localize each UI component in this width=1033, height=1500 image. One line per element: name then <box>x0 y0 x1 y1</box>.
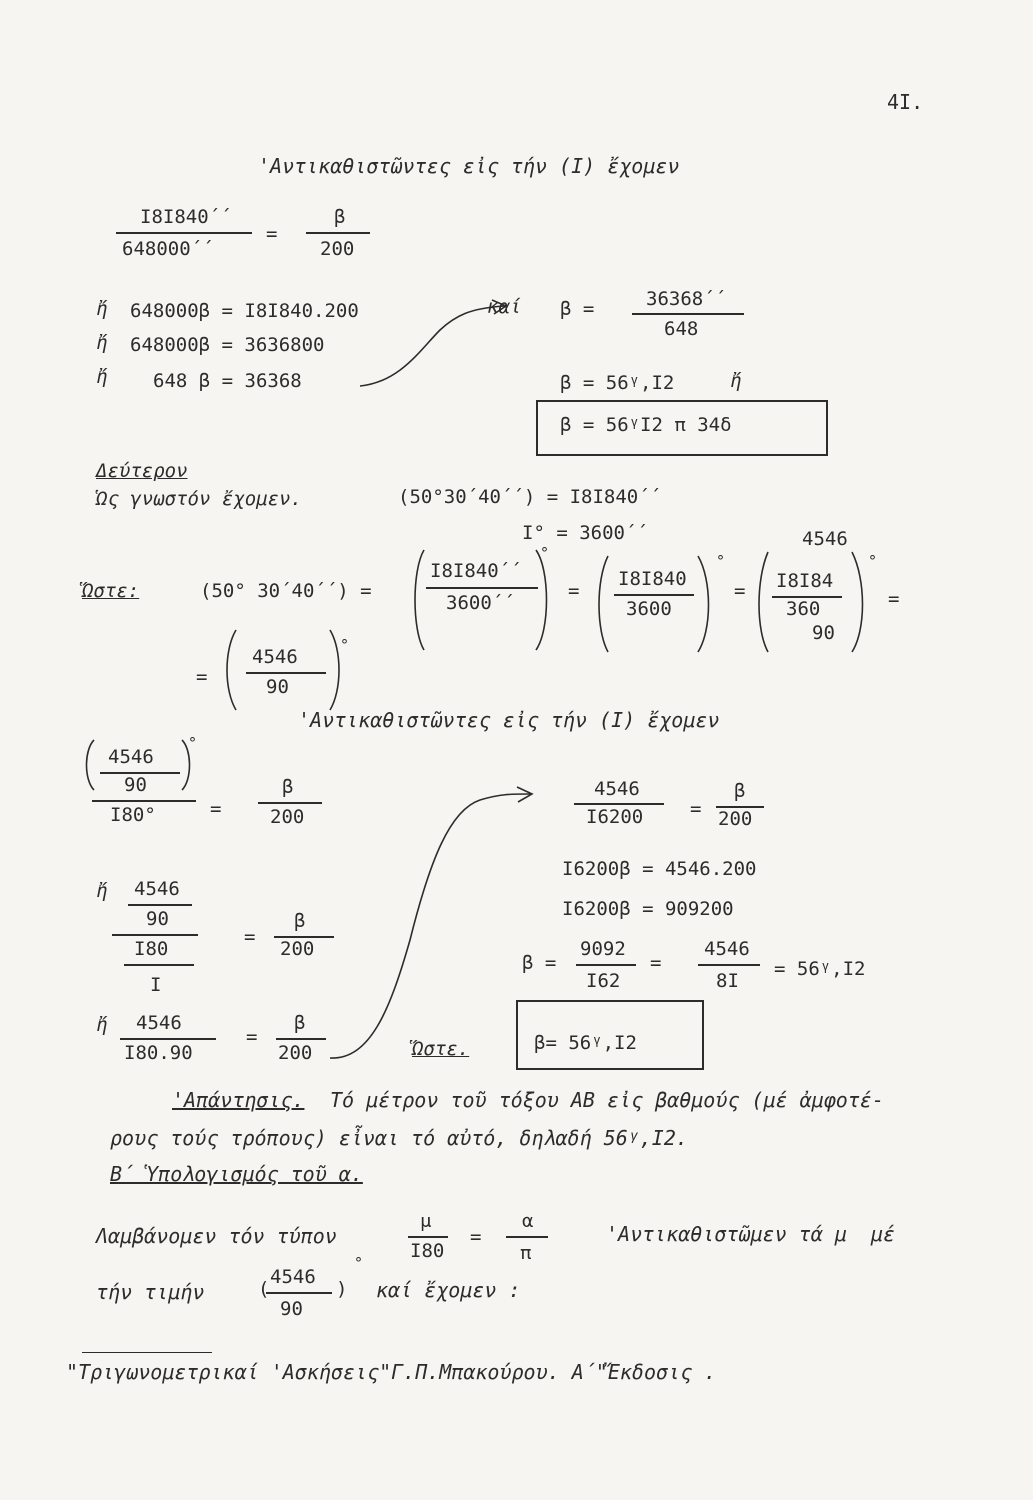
block1-line1: 648000β = I8I840.200 <box>130 300 359 322</box>
b2-right4-num: 9092 <box>580 938 626 960</box>
paren-left-b2 <box>87 740 95 790</box>
b2-line-b-num: 4546 <box>136 1012 182 1034</box>
paren-right-b2 <box>182 740 190 790</box>
chain-eq-3: = <box>888 588 900 610</box>
partb-pi: π <box>520 1242 532 1264</box>
chain-deg-1: ° <box>540 544 550 562</box>
second-known-eq: (50°30΄40΄΄) = I8I840΄΄ <box>398 486 662 508</box>
b2-eq-3: = <box>244 926 256 948</box>
paren-right-2 <box>698 556 709 652</box>
b2-beta-5: β <box>294 1012 306 1034</box>
partb-replace: 'Αντικαθιστῶμεν τά μ μέ <box>606 1222 895 1246</box>
second-heading: Δεύτερον <box>96 460 188 482</box>
partb-eq: = <box>470 1226 482 1248</box>
partb-mu: μ <box>420 1210 432 1232</box>
eq1-equals: = <box>266 223 278 245</box>
b2-inner-deg: ° <box>188 734 198 752</box>
chain-frac3-bottom: 90 <box>812 622 835 644</box>
b2-den200-3: 200 <box>280 938 315 960</box>
answer-label: 'Απάντησις. <box>172 1088 305 1112</box>
b2-beta-2: β <box>734 780 746 802</box>
eta-3: ἤ <box>96 366 108 388</box>
b2-boxed-result: β= 56ᵞ,I2 <box>534 1032 637 1054</box>
b2-beta-1: β <box>282 776 294 798</box>
block1-line2: 648000β = 3636800 <box>130 334 325 356</box>
partb-val-den: 90 <box>280 1298 303 1320</box>
b2-right4-den: I62 <box>586 970 621 992</box>
partb-val-num: 4546 <box>270 1266 316 1288</box>
paren-right-3 <box>852 552 863 652</box>
block1-boxed-result: β = 56ᵞI2 π 34δ <box>560 414 732 436</box>
arrow-curve-1 <box>360 306 505 386</box>
page-number: 4I. <box>887 90 924 114</box>
b2-line-b-den: I80.90 <box>124 1042 193 1064</box>
b2-right4-num2: 4546 <box>704 938 750 960</box>
b2-eta-2: ἤ <box>96 1014 108 1036</box>
answer-text-2: ρους τούς τρόπους) εἶναι τό αὐτό, δηλαδή 56ᵞ,Ι2. <box>110 1126 688 1150</box>
b2-right2: I6200β = 4546.200 <box>562 858 757 880</box>
b2-line-a-mid: 90 <box>146 908 169 930</box>
b2-right1-den: I6200 <box>586 806 644 828</box>
block1-beta-eq: β = <box>560 298 595 320</box>
b2-eq-2: = <box>690 798 702 820</box>
b2-line-a-one: I <box>150 974 162 996</box>
partb-take: Λαμβάνομεν τόν τύπον <box>96 1224 337 1248</box>
paren-right-1 <box>536 550 547 650</box>
block1-frac-num: 36368΄΄ <box>646 288 727 310</box>
chain-deg-3: ° <box>868 552 878 570</box>
b2-right4-den2: 8I <box>716 970 739 992</box>
block1-frac-den: 648 <box>664 318 699 340</box>
b2-right3: I6200β = 909200 <box>562 898 734 920</box>
b2-den200-5: 200 <box>278 1042 313 1064</box>
b2-eq-4: = <box>650 952 662 974</box>
block1-result1-eta: ἤ <box>730 370 742 392</box>
eta-2: ἤ <box>96 332 108 354</box>
chain-frac3-den: 360 <box>786 598 821 620</box>
b2-right1-num: 4546 <box>594 778 640 800</box>
footnote: "Τριγωνομετρικαί 'Ασκήσεις"Γ.Π.Μπακούρου. Α΄"Ἔκδοσις . <box>66 1360 717 1384</box>
b2-inner-den: 90 <box>124 774 147 796</box>
chain-frac1-num: I8I840΄΄ <box>430 560 522 582</box>
chain-eq-2: = <box>734 580 746 602</box>
b2-right4-res: = 56ᵞ,I2 <box>774 958 866 980</box>
partb-value: τήν τιμήν <box>96 1280 205 1304</box>
second-chain-left: (50° 30΄40΄΄) = <box>200 580 372 602</box>
block1-kai: καί <box>487 296 522 318</box>
chain-deg-2: ° <box>716 552 726 570</box>
chain-frac3-num: I8I84 <box>776 570 834 592</box>
chain-frac1-den: 3600΄΄ <box>446 592 515 614</box>
b2-right4-lhs: β = <box>522 952 557 974</box>
chain-eq-1: = <box>568 580 580 602</box>
eq1-left-numerator: I8I840΄΄ <box>140 206 232 228</box>
b2-eq-1: = <box>210 798 222 820</box>
arrow-curve-2 <box>330 794 530 1058</box>
partb-heading: Β΄ Ὑπολογισμός τοῦ α. <box>110 1162 363 1186</box>
final-num: 4546 <box>252 646 298 668</box>
paren-left-3 <box>759 552 768 652</box>
paren-right-final <box>330 630 339 710</box>
chain-frac2-num: I8I840 <box>618 568 687 590</box>
second-wste: Ὥστε: <box>82 580 140 602</box>
final-eq: = <box>196 666 208 688</box>
b2-line-a-num: 4546 <box>134 878 180 900</box>
paren-left-2 <box>599 556 608 652</box>
chain-frac2-den: 3600 <box>626 598 672 620</box>
substitution-intro: 'Αντικαθιστῶντες εἰς τήν (Ι) ἔχομεν <box>258 154 680 178</box>
chain-frac3-top: 4546 <box>802 528 848 550</box>
second-degree-eq: I° = 3600΄΄ <box>522 522 648 544</box>
b2-eta-1: ἤ <box>96 880 108 902</box>
partb-paren-open: ( <box>258 1278 270 1300</box>
partb-den180: I80 <box>410 1240 445 1262</box>
eq1-left-denominator: 648000΄΄ <box>122 238 214 260</box>
second-substitution-intro: 'Αντικαθιστῶντες εἰς τήν (Ι) ἔχομεν <box>298 708 720 732</box>
block1-result1: β = 56ᵞ,I2 <box>560 372 675 394</box>
final-den: 90 <box>266 676 289 698</box>
b2-eq-5: = <box>246 1026 258 1048</box>
b2-wste: Ὥστε. <box>412 1038 470 1060</box>
b2-den200-2: 200 <box>718 808 753 830</box>
partb-paren-close: ) <box>336 1278 348 1300</box>
b2-den200-1: 200 <box>270 806 305 828</box>
final-deg: ° <box>340 636 350 654</box>
b2-beta-3: β <box>294 910 306 932</box>
paren-left-final <box>227 630 236 710</box>
partb-and-have: καί ἔχομεν : <box>376 1278 521 1302</box>
paren-left-1 <box>415 550 424 650</box>
second-known: Ὡς γνωστόν ἔχομεν. <box>96 488 302 510</box>
block1-line3: 648 β = 36368 <box>153 370 302 392</box>
eq1-right-numerator: β <box>334 206 346 228</box>
b2-line-a-den: I80 <box>134 938 169 960</box>
b2-inner-num: 4546 <box>108 746 154 768</box>
partb-alpha: α <box>522 1210 534 1232</box>
b2-main-den: I80° <box>110 804 156 826</box>
eta-1: ἤ <box>96 298 108 320</box>
answer-text-1: Τό μέτρον τοῦ τόξου ΑΒ εἰς βαθμούς (μέ ἀμφοτέ- <box>330 1088 884 1112</box>
eq1-right-denominator: 200 <box>320 238 355 260</box>
partb-deg: ° <box>354 1254 364 1272</box>
